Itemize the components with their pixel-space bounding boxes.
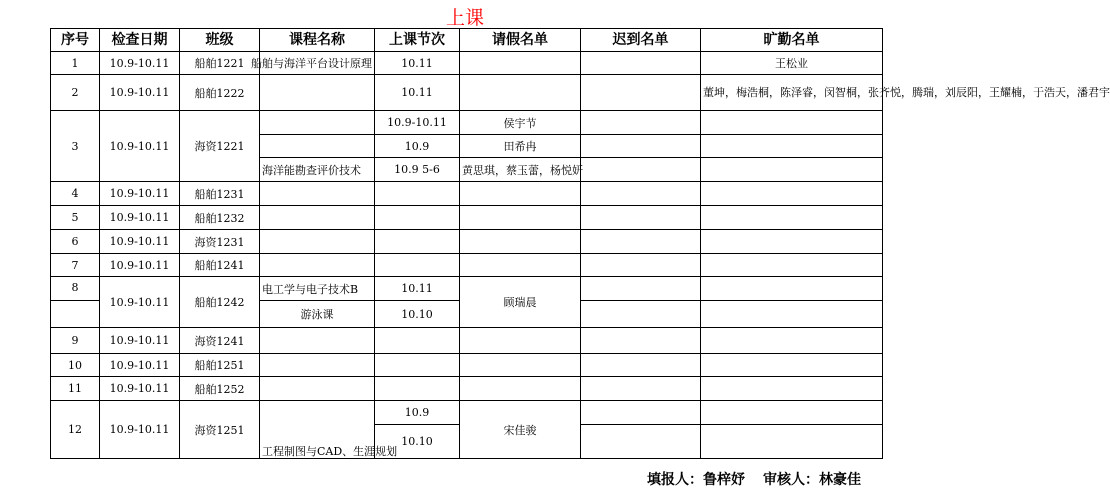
cell-class[interactable]: 船舶1232 (180, 206, 260, 230)
cell-no[interactable]: 2 (51, 75, 100, 111)
filler-name: 鲁梓妤 (703, 472, 745, 488)
cell-course[interactable]: 游泳课 (260, 301, 375, 328)
cell-class[interactable]: 海资1241 (180, 328, 260, 354)
header-course: 课程名称 (260, 29, 375, 52)
cell-class[interactable]: 船舶1222 (180, 75, 260, 111)
sheet-title: 上课 (445, 7, 484, 29)
filler-label: 填报人： (647, 472, 703, 488)
cell-date[interactable]: 10.9-10.11 (100, 401, 180, 459)
cell-period[interactable]: 10.9 (375, 135, 460, 158)
cell-absent[interactable]: 王松业 (701, 52, 883, 75)
table-row (51, 277, 883, 301)
cell-late[interactable] (581, 230, 701, 254)
cell-course[interactable] (260, 135, 375, 158)
cell-class[interactable]: 船舶1241 (180, 254, 260, 277)
cell-course[interactable] (260, 206, 375, 230)
cell-no[interactable]: 3 (51, 111, 100, 182)
table-row (51, 328, 883, 354)
signature-footer (647, 469, 861, 489)
cell-leave[interactable] (460, 52, 581, 75)
cell-absent[interactable] (701, 182, 883, 206)
cell-course[interactable]: 电工学与电子技术B (260, 277, 375, 301)
cell-date[interactable]: 10.9-10.11 (100, 354, 180, 377)
cell-class[interactable]: 船舶1221 (180, 52, 260, 75)
cell-period[interactable] (375, 254, 460, 277)
cell-period[interactable]: 10.9 5-6 (375, 158, 460, 182)
cell-absent[interactable] (701, 277, 883, 301)
cell-no[interactable]: 5 (51, 206, 100, 230)
table-row (51, 52, 883, 75)
cell-late[interactable] (581, 354, 701, 377)
cell-period[interactable] (375, 206, 460, 230)
table-row (51, 206, 883, 230)
cell-period[interactable]: 10.11 (375, 75, 460, 111)
cell-leave[interactable]: 宋佳骏 (460, 401, 581, 459)
cell-late[interactable] (581, 254, 701, 277)
cell-no[interactable]: 4 (51, 182, 100, 206)
cell-absent[interactable] (701, 206, 883, 230)
cell-class[interactable]: 船舶1252 (180, 377, 260, 401)
header-late: 迟到名单 (581, 29, 701, 52)
cell-leave[interactable]: 顾瑞晨 (460, 277, 581, 328)
cell-leave[interactable] (460, 377, 581, 401)
cell-period[interactable]: 10.9 (375, 401, 460, 425)
cell-class[interactable]: 海资1221 (180, 111, 260, 182)
cell-class[interactable]: 海资1251 (180, 401, 260, 459)
cell-date[interactable]: 10.9-10.11 (100, 230, 180, 254)
cell-no[interactable]: 10 (51, 354, 100, 377)
cell-course[interactable] (260, 75, 375, 111)
cell-leave[interactable]: 田希冉 (460, 135, 581, 158)
header-absent: 旷勤名单 (701, 29, 883, 52)
cell-late[interactable] (581, 277, 701, 301)
header-row (51, 29, 883, 52)
table-row (51, 75, 883, 111)
cell-absent[interactable] (701, 425, 883, 459)
cell-absent[interactable]: 董坤，梅浩桐，陈泽睿，闵智桐，张齐悦，腾瑞，刘辰阳，王耀楠，于浩天，潘君宇 (701, 75, 883, 111)
reviewer-label: 审核人： (763, 472, 819, 488)
cell-late[interactable] (581, 75, 701, 111)
cell-period[interactable]: 10.11 (375, 52, 460, 75)
cell-course[interactable] (260, 182, 375, 206)
cell-date[interactable]: 10.9-10.11 (100, 182, 180, 206)
header-class: 班级 (180, 29, 260, 52)
cell-date[interactable]: 10.9-10.11 (100, 111, 180, 182)
table-row (51, 111, 883, 135)
cell-leave[interactable] (460, 328, 581, 354)
cell-no[interactable]: 6 (51, 230, 100, 254)
cell-date[interactable]: 10.9-10.11 (100, 206, 180, 230)
cell-period[interactable] (375, 328, 460, 354)
cell-leave[interactable]: 侯宇节 (460, 111, 581, 135)
cell-late[interactable] (581, 301, 701, 328)
table-row (51, 182, 883, 206)
cell-late[interactable] (581, 52, 701, 75)
cell-late[interactable] (581, 158, 701, 182)
cell-period[interactable]: 10.9-10.11 (375, 111, 460, 135)
cell-class[interactable]: 船舶1251 (180, 354, 260, 377)
cell-class[interactable]: 船舶1242 (180, 277, 260, 328)
cell-absent[interactable] (701, 401, 883, 425)
cell-late[interactable] (581, 135, 701, 158)
cell-period[interactable]: 10.10 (375, 301, 460, 328)
header-no: 序号 (51, 29, 100, 52)
cell-date[interactable]: 10.9-10.11 (100, 254, 180, 277)
cell-late[interactable] (581, 111, 701, 135)
cell-period[interactable]: 10.10 (375, 425, 460, 459)
table-row (51, 401, 883, 425)
cell-course[interactable]: 船舶与海洋平台设计原理 (260, 52, 375, 75)
table-row (51, 354, 883, 377)
cell-period[interactable] (375, 377, 460, 401)
cell-absent[interactable] (701, 328, 883, 354)
header-period: 上课节次 (375, 29, 460, 52)
cell-course[interactable]: 海洋能勘查评价技术 (260, 158, 375, 182)
cell-absent[interactable] (701, 301, 883, 328)
cell-course[interactable]: 工程制图与CAD、生涯规划 (260, 401, 375, 459)
cell-course[interactable] (260, 377, 375, 401)
attendance-table (50, 28, 1110, 459)
cell-period[interactable] (375, 182, 460, 206)
cell-course[interactable] (260, 111, 375, 135)
cell-no[interactable]: 11 (51, 377, 100, 401)
reviewer-name: 林豪佳 (819, 472, 861, 488)
cell-no[interactable] (51, 301, 100, 328)
cell-date[interactable]: 10.9-10.11 (100, 75, 180, 111)
cell-period[interactable] (375, 354, 460, 377)
cell-absent[interactable] (701, 230, 883, 254)
cell-class[interactable]: 海资1231 (180, 230, 260, 254)
cell-absent[interactable] (701, 254, 883, 277)
cell-date[interactable]: 10.9-10.11 (100, 277, 180, 328)
cell-no[interactable]: 1 (51, 52, 100, 75)
cell-date[interactable]: 10.9-10.11 (100, 52, 180, 75)
cell-absent[interactable] (701, 354, 883, 377)
cell-date[interactable]: 10.9-10.11 (100, 328, 180, 354)
cell-no[interactable]: 7 (51, 254, 100, 277)
cell-late[interactable] (581, 377, 701, 401)
cell-late[interactable] (581, 425, 701, 459)
header-leave: 请假名单 (460, 29, 581, 52)
cell-absent[interactable] (701, 158, 883, 182)
cell-leave[interactable] (460, 230, 581, 254)
cell-absent[interactable] (701, 135, 883, 158)
cell-no[interactable]: 8 (51, 277, 100, 301)
cell-late[interactable] (581, 182, 701, 206)
cell-leave[interactable] (460, 354, 581, 377)
cell-leave[interactable] (460, 182, 581, 206)
cell-course[interactable] (260, 328, 375, 354)
cell-absent[interactable] (701, 111, 883, 135)
cell-period[interactable] (375, 230, 460, 254)
header-date: 检查日期 (100, 29, 180, 52)
cell-late[interactable] (581, 206, 701, 230)
cell-absent[interactable] (701, 377, 883, 401)
cell-class[interactable]: 船舶1231 (180, 182, 260, 206)
cell-leave[interactable] (460, 206, 581, 230)
cell-no[interactable]: 9 (51, 328, 100, 354)
table-row (51, 377, 883, 401)
cell-course[interactable] (260, 354, 375, 377)
cell-period[interactable]: 10.11 (375, 277, 460, 301)
cell-leave[interactable] (460, 254, 581, 277)
cell-course[interactable] (260, 230, 375, 254)
cell-date[interactable]: 10.9-10.11 (100, 377, 180, 401)
cell-leave[interactable] (460, 75, 581, 111)
cell-course[interactable] (260, 254, 375, 277)
cell-leave[interactable]: 黄思琪，蔡玉蕾，杨悦妍 (460, 158, 581, 182)
table-row (51, 230, 883, 254)
cell-late[interactable] (581, 401, 701, 425)
cell-late[interactable] (581, 328, 701, 354)
table-row (51, 254, 883, 277)
cell-no[interactable]: 12 (51, 401, 100, 459)
